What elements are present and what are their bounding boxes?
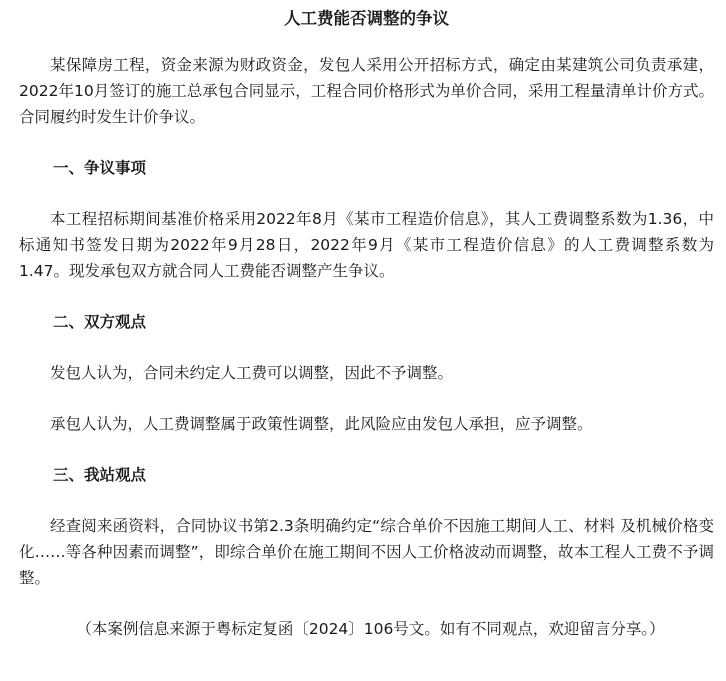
source-note: （本案例信息来源于粤标定复函〔2024〕106号文。如有不同观点，欢迎留言分享。） (76, 620, 665, 638)
intro-paragraph: 某保障房工程，资金来源为财政资金，发包人采用公开招标方式，确定由某建筑公司负责承建，2022年10月签订的施工总承包合同显示，工程合同价格形式为单价合同，采用工程量清单计价方式。合同履约时发生计价争议。 (19, 56, 714, 126)
article-title: 人工费能否调整的争议 (284, 9, 449, 28)
section-heading-dispute: 一、争议事项 (53, 159, 147, 177)
dispute-paragraph: 本工程招标期间基准价格采用2022年8月《某市工程造价信息》，其人工费调整系数为1.36，中标通知书签发日期为2022年9月28日，2022年9月《某市工程造价信息》的人工费调整系数为1.47。现发承包双方就合同人工费能否调整产生争议。 (19, 210, 714, 280)
section-heading-positions: 二、双方观点 (53, 313, 147, 331)
section-heading-our-view: 三、我站观点 (53, 466, 147, 484)
our-view-paragraph: 经查阅来函资料，合同协议书第2.3条明确约定“综合单价不因施工期间人工、材料 及机械价格变化……等各种因素而调整”，即综合单价在施工期间不因人工价格波动而调整，故本工程人工费不予调整。 (19, 517, 714, 587)
employer-position-paragraph: 发包人认为，合同未约定人工费可以调整，因此不予调整。 (50, 364, 454, 382)
contractor-position-paragraph: 承包人认为，人工费调整属于政策性调整，此风险应由发包人承担，应予调整。 (50, 415, 593, 433)
